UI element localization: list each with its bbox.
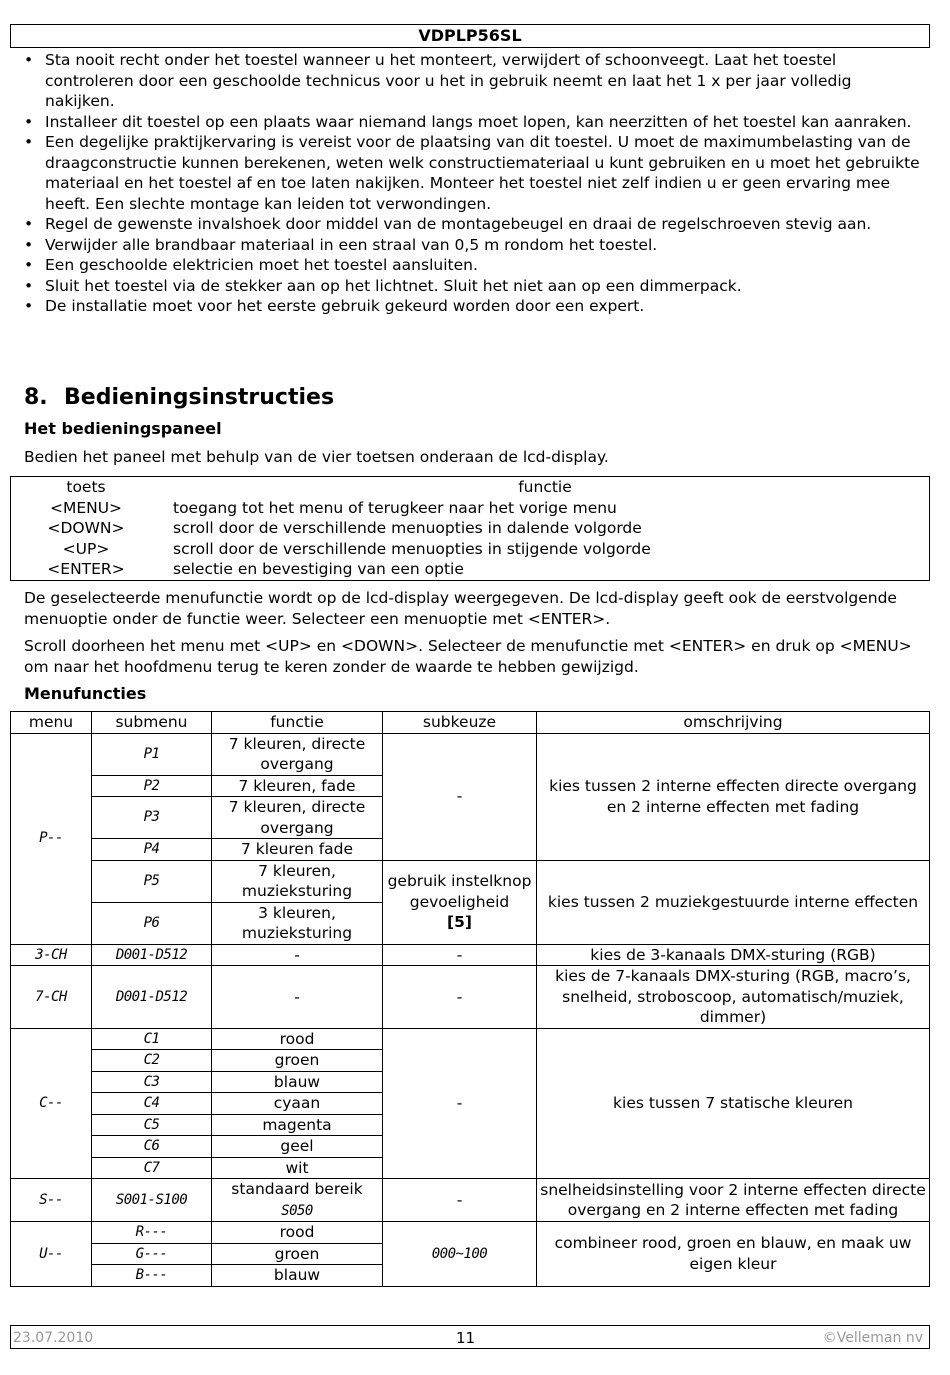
description-cell: combineer rood, groen en blauw, en maak uw eigen kleur xyxy=(537,1222,930,1287)
submenu-cell: C7 xyxy=(92,1157,212,1179)
submenu-cell: C3 xyxy=(92,1071,212,1093)
header-cell: functie xyxy=(518,478,572,496)
table-row xyxy=(11,1028,930,1050)
function-cell: - xyxy=(212,966,383,1029)
submenu-cell: B--- xyxy=(92,1265,212,1287)
panel-paragraph-1: De geselecteerde menufunctie wordt op de lcd-display weergegeven. De lcd-display geeft ook de eerstvolgende menuoptie onder de functie weer. Selecteer een menuoptie met <ENTER>. xyxy=(24,589,897,628)
submenu-cell: C5 xyxy=(92,1114,212,1136)
function-cell: 3 kleuren, muzieksturing xyxy=(212,902,383,944)
list-item: • Sluit het toestel via de stekker aan op het lichtnet. Sluit het niet aan op een dimmerpack. xyxy=(24,276,924,297)
function-cell: 7 kleuren, fade xyxy=(212,775,383,797)
function-cell: blauw xyxy=(212,1265,383,1287)
description-cell: kies tussen 2 interne effecten directe overgang en 2 interne effecten met fading xyxy=(537,733,930,860)
function-cell: rood xyxy=(212,1028,383,1050)
table-header-row xyxy=(11,712,930,734)
function-cell: toegang tot het menu of terugkeer naar het vorige menu xyxy=(173,498,617,517)
menu-heading: Menufuncties xyxy=(24,684,147,703)
submenu-cell: C1 xyxy=(92,1028,212,1050)
submenu-cell: P1 xyxy=(92,733,212,775)
table-header-row xyxy=(11,477,930,498)
submenu-cell: C2 xyxy=(92,1050,212,1072)
submenu-cell: D001-D512 xyxy=(92,966,212,1029)
key-cell: <MENU> xyxy=(49,498,123,517)
panel-intro: Bedien het paneel met behulp van de vier toetsen onderaan de lcd-display. xyxy=(24,448,609,466)
panel-paragraph-2: Scroll doorheen het menu met <UP> en <DOWN>. Selecteer de menufunctie met <ENTER> en druk op <MENU> om naar het hoofdmenu terug te keren zonder de waarde te hebben gewijzigd. xyxy=(24,637,912,676)
function-cell: groen xyxy=(212,1050,383,1072)
description-cell: kies de 3-kanaals DMX-sturing (RGB) xyxy=(537,944,930,966)
submenu-cell: P5 xyxy=(92,860,212,902)
default-value: S050 xyxy=(281,1202,313,1219)
menu-cell: U-- xyxy=(11,1222,92,1287)
function-cell: blauw xyxy=(212,1071,383,1093)
function-cell: scroll door de verschillende menuopties in stijgende volgorde xyxy=(173,539,651,558)
list-item: • Verwijder alle brandbaar materiaal in een straal van 0,5 m rondom het toestel. xyxy=(24,235,924,256)
submenu-cell: P2 xyxy=(92,775,212,797)
section-title-text: Bedieningsinstructies xyxy=(64,385,335,410)
safety-bullet-list xyxy=(24,50,924,317)
footer-date: 23.07.2010 xyxy=(13,1330,94,1346)
list-item: • De installatie moet voor het eerste gebruik gekeurd worden door een expert. xyxy=(24,296,924,317)
submenu-cell: S001-S100 xyxy=(92,1179,212,1222)
panel-heading: Het bedieningspaneel xyxy=(24,419,222,438)
menu-cell: 7-CH xyxy=(11,966,92,1029)
subchoice-cell: - xyxy=(383,733,537,860)
header-cell: toets xyxy=(66,478,106,496)
table-row xyxy=(11,1179,930,1222)
description-cell: kies tussen 7 statische kleuren xyxy=(537,1028,930,1179)
table-row xyxy=(11,966,930,1029)
page-header: VDPLP56SL xyxy=(10,24,930,48)
keys-table xyxy=(10,476,930,581)
header-cell: omschrijving xyxy=(537,712,930,734)
key-cell: <ENTER> xyxy=(47,560,125,578)
table-row xyxy=(11,1222,930,1244)
list-item: • Installeer dit toestel op een plaats waar niemand langs moet lopen, kan neerzitten of het toestel kan aanraken. xyxy=(24,112,924,133)
key-cell: <UP> xyxy=(62,539,110,558)
subchoice-cell: - xyxy=(383,1179,537,1222)
list-item: • Sta nooit recht onder het toestel wanneer u het monteert, verwijdert of schoonveegt. Laat het toestel controleren door een geschoolde technicus voor u het in gebruik neemt en laat het 1 x per jaar volledig nakijken. xyxy=(24,50,924,112)
function-cell: scroll door de verschillende menuopties in dalende volgorde xyxy=(173,519,642,537)
submenu-cell: G--- xyxy=(92,1243,212,1265)
section-number: 8. xyxy=(24,385,48,410)
subchoice-cell xyxy=(383,860,537,944)
submenu-cell: P3 xyxy=(92,797,212,839)
function-text: standaard bereik xyxy=(231,1180,363,1198)
subchoice-cell: - xyxy=(383,944,537,966)
table-row xyxy=(11,860,930,902)
list-item: • Een degelijke praktijkervaring is vereist voor de plaatsing van dit toestel. U moet de maximumbelasting van de draagconstructie kunnen berekenen, weten welk constructiemateriaal u kunt gebruiken en u moet het gebruikte materiaal en het toestel af en toe laten nakijken. Monteer het toestel niet zelf indien u er geen ervaring mee heeft. Een slechte montage kan leiden tot verwondingen. xyxy=(24,132,924,214)
header-cell: menu xyxy=(11,712,92,734)
page-footer xyxy=(10,1325,930,1349)
description-cell: snelheidsinstelling voor 2 interne effecten directe overgang en 2 interne effecten met fading xyxy=(537,1179,930,1222)
menu-functions-table xyxy=(10,711,930,1287)
page-number: 11 xyxy=(456,1329,476,1347)
table-row xyxy=(11,944,930,966)
list-item: • Een geschoolde elektricien moet het toestel aansluiten. xyxy=(24,255,924,276)
key-cell: <DOWN> xyxy=(47,519,125,537)
function-cell: groen xyxy=(212,1243,383,1265)
menu-cell: S-- xyxy=(11,1179,92,1222)
table-row xyxy=(11,539,930,560)
function-cell xyxy=(212,1179,383,1222)
menu-cell: 3-CH xyxy=(11,944,92,966)
subchoice-cell: - xyxy=(383,1028,537,1179)
function-cell: 7 kleuren, directe overgang xyxy=(212,797,383,839)
table-row xyxy=(11,733,930,775)
menu-cell: C-- xyxy=(11,1028,92,1179)
function-cell: - xyxy=(212,944,383,966)
table-row xyxy=(11,518,930,539)
header-cell: functie xyxy=(212,712,383,734)
header-cell: submenu xyxy=(92,712,212,734)
list-item: • Regel de gewenste invalshoek door middel van de montagebeugel en draai de regelschroeven stevig aan. xyxy=(24,214,924,235)
function-cell: selectie en bevestiging van een optie xyxy=(173,560,464,578)
function-cell: 7 kleuren, directe overgang xyxy=(212,733,383,775)
function-cell: geel xyxy=(212,1136,383,1158)
description-cell: kies de 7-kanaals DMX-sturing (RGB, macro’s, snelheid, stroboscoop, automatisch/muziek, dimmer) xyxy=(537,966,930,1029)
footer-copyright: ©Velleman nv xyxy=(822,1330,923,1346)
submenu-cell: C6 xyxy=(92,1136,212,1158)
subchoice-cell: - xyxy=(383,966,537,1029)
table-row xyxy=(11,498,930,519)
section-title xyxy=(24,384,334,412)
submenu-cell: R--- xyxy=(92,1222,212,1244)
submenu-cell: D001-D512 xyxy=(92,944,212,966)
function-cell: 7 kleuren fade xyxy=(212,839,383,861)
function-cell: rood xyxy=(212,1222,383,1244)
subchoice-text: gebruik instelknop gevoeligheid xyxy=(387,872,532,911)
subchoice-cell: 000~100 xyxy=(383,1222,537,1287)
header-cell: subkeuze xyxy=(383,712,537,734)
function-cell: magenta xyxy=(212,1114,383,1136)
submenu-cell: C4 xyxy=(92,1093,212,1115)
function-cell: 7 kleuren, muzieksturing xyxy=(212,860,383,902)
submenu-cell: P4 xyxy=(92,839,212,861)
submenu-cell: P6 xyxy=(92,902,212,944)
table-row xyxy=(11,559,930,580)
function-cell: wit xyxy=(212,1157,383,1179)
subchoice-ref: [5] xyxy=(447,913,472,932)
description-cell: kies tussen 2 muziekgestuurde interne effecten xyxy=(537,860,930,944)
function-cell: cyaan xyxy=(212,1093,383,1115)
menu-cell: P-- xyxy=(11,733,92,944)
